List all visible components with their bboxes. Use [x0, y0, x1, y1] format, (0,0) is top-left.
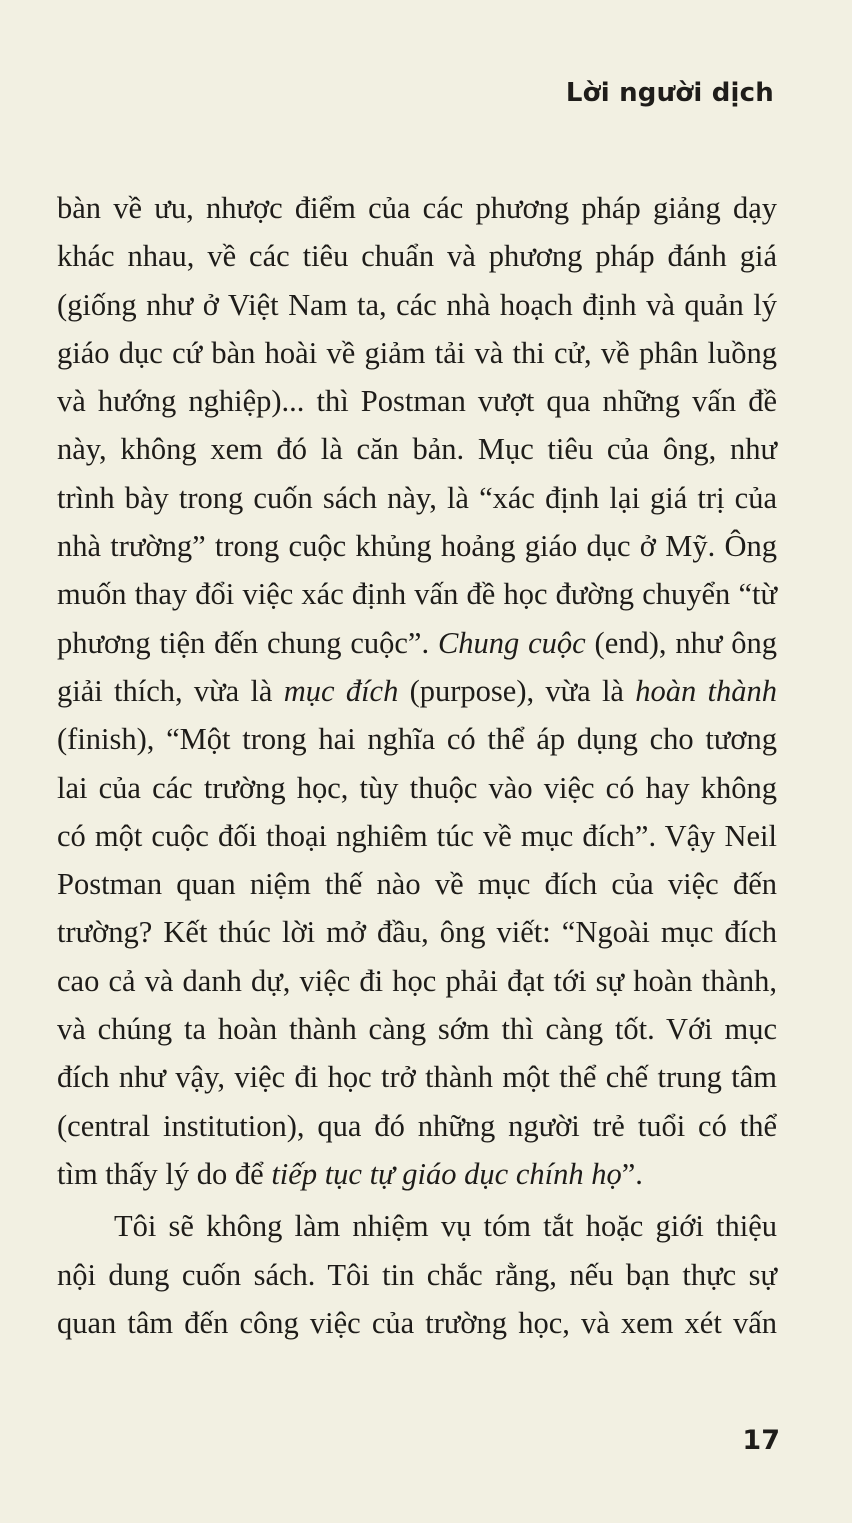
page-number: 17 — [742, 1425, 780, 1456]
italic-text: tiếp tục tự giáo dục chính họ — [271, 1156, 622, 1191]
text-line — [57, 474, 777, 522]
text-line — [57, 1299, 777, 1347]
text-line — [57, 908, 777, 956]
text-segment: cao cả và danh dự, việc đi học phải đạt tới sự hoàn thành, — [57, 963, 777, 998]
text-segment: lai của các trường học, tùy thuộc vào việc có hay không — [57, 770, 777, 805]
text-segment: trường? Kết thúc lời mở đầu, ông viết: “Ngoài mục đích — [57, 915, 777, 950]
text-segment: phương tiện đến chung cuộc”. — [57, 625, 438, 660]
text-line — [57, 425, 777, 473]
text-segment: (end), như ông — [585, 625, 777, 660]
text-segment: quan tâm đến công việc của trường học, và xem xét vấn — [57, 1305, 777, 1340]
text-segment: giải thích, vừa là — [57, 673, 284, 708]
text-line — [57, 1251, 777, 1299]
text-line — [57, 570, 777, 618]
text-segment: này, không xem đó là căn bản. Mục tiêu của ông, như — [57, 432, 777, 467]
text-line — [57, 715, 777, 763]
paragraph-2 — [57, 1202, 777, 1347]
text-segment: (purpose), vừa là — [398, 673, 636, 708]
text-segment: khác nhau, về các tiêu chuẩn và phương pháp đánh giá — [57, 239, 777, 274]
italic-text: Chung cuộc — [437, 625, 586, 660]
text-line — [57, 860, 777, 908]
text-segment: có một cuộc đối thoại nghiêm túc về mục đích”. Vậy Neil — [57, 818, 777, 853]
text-segment: ”. — [621, 1156, 643, 1191]
text-segment: giáo dục cứ bàn hoài về giảm tải và thi cử, về phân luồng — [57, 335, 777, 370]
text-segment: bàn về ưu, nhược điểm của các phương pháp giảng dạy — [57, 191, 777, 225]
text-line — [57, 1150, 777, 1198]
text-line — [57, 1005, 777, 1053]
text-segment: và chúng ta hoàn thành càng sớm thì càng tốt. Với mục — [57, 1012, 777, 1047]
text-line — [57, 1202, 777, 1250]
text-line — [57, 957, 777, 1005]
text-line — [57, 1053, 777, 1101]
text-line — [57, 329, 777, 377]
body-text — [57, 184, 777, 1347]
text-segment: đích như vậy, việc đi học trở thành một thể chế trung tâm — [57, 1060, 777, 1095]
text-line — [57, 184, 777, 232]
text-line — [57, 377, 777, 425]
text-segment: (giống như ở Việt Nam ta, các nhà hoạch định và quản lý — [57, 287, 777, 322]
text-segment: Tôi sẽ không làm nhiệm vụ tóm tắt hoặc giới thiệu — [114, 1209, 777, 1244]
running-header: Lời người dịch — [565, 78, 774, 108]
text-line — [57, 812, 777, 860]
text-line — [57, 619, 777, 667]
text-segment: muốn thay đổi việc xác định vấn đề học đường chuyển “từ — [57, 577, 777, 612]
text-segment: tìm thấy lý do để — [57, 1156, 272, 1191]
text-segment: nội dung cuốn sách. Tôi tin chắc rằng, nếu bạn thực sự — [57, 1257, 777, 1292]
text-segment: và hướng nghiệp)... thì Postman vượt qua những vấn đề — [57, 384, 777, 419]
text-line — [57, 764, 777, 812]
italic-text: hoàn thành — [635, 673, 777, 708]
text-segment: (central institution), qua đó những người trẻ tuổi có thể — [57, 1108, 777, 1143]
text-line — [57, 232, 777, 280]
text-line — [57, 1102, 777, 1150]
text-segment: nhà trường” trong cuộc khủng hoảng giáo dục ở Mỹ. Ông — [57, 529, 777, 564]
text-line — [57, 281, 777, 329]
paragraph-1 — [57, 184, 777, 1198]
text-segment: trình bày trong cuốn sách này, là “xác định lại giá trị của — [57, 480, 777, 515]
text-line — [57, 522, 777, 570]
italic-text: mục đích — [283, 673, 399, 708]
text-segment: Postman quan niệm thế nào về mục đích của việc đến — [57, 867, 777, 902]
text-line — [57, 667, 777, 715]
text-segment: (finish), “Một trong hai nghĩa có thể áp dụng cho tương — [57, 722, 777, 757]
